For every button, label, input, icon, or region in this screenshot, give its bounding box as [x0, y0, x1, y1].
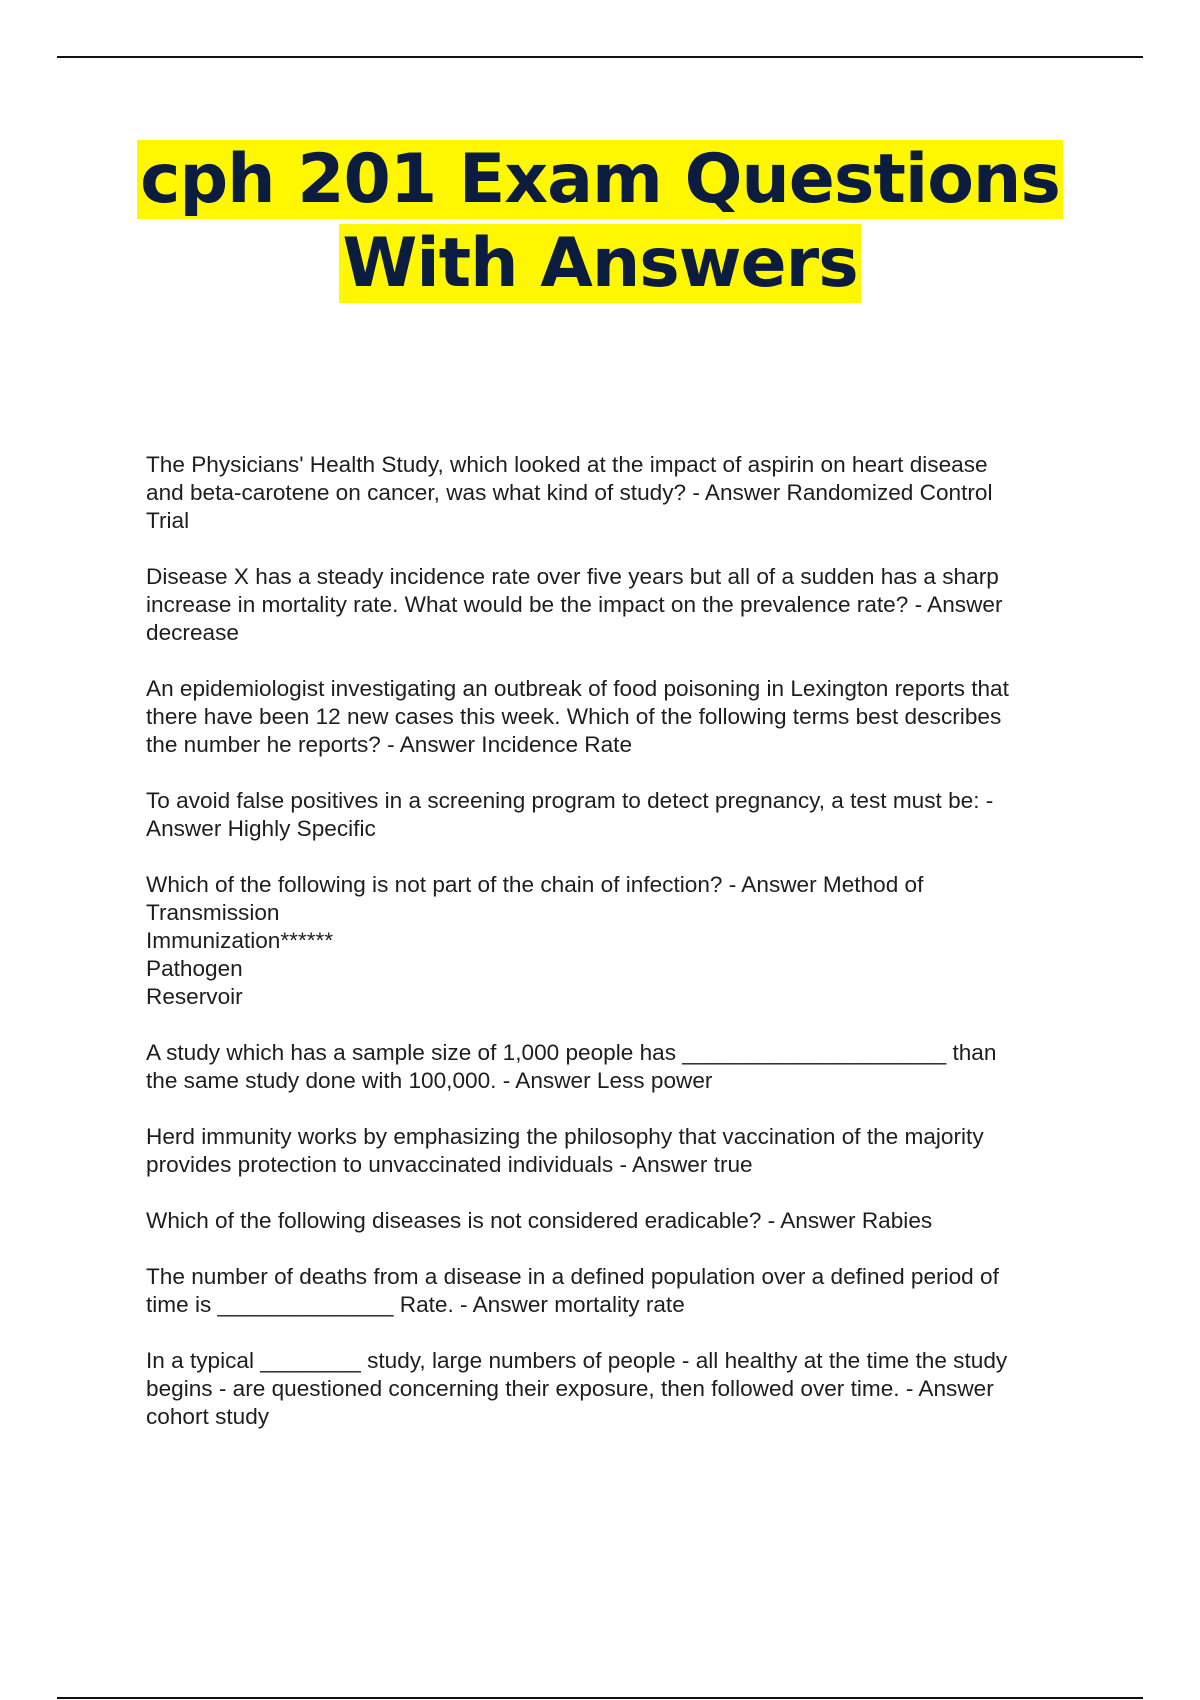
- question-text-line: Trial: [146, 508, 190, 533]
- question-text-line: Which of the following diseases is not considered eradicable? - Answer Rabies: [146, 1208, 933, 1233]
- question-text-line: the same study done with 100,000. - Answer Less power: [146, 1068, 713, 1093]
- question-text-line: The Physicians' Health Study, which looked at the impact of aspirin on heart disease: [146, 452, 988, 477]
- question-text-line: Herd immunity works by emphasizing the philosophy that vaccination of the majority: [146, 1124, 984, 1149]
- question-text-line: Disease X has a steady incidence rate over five years but all of a sudden has a sharp: [146, 564, 999, 589]
- question-text-line: To avoid false positives in a screening program to detect pregnancy, a test must be: -: [146, 788, 994, 813]
- question-text-line: decrease: [146, 620, 239, 645]
- question-text-line: Answer Highly Specific: [146, 816, 376, 841]
- question-text-line: A study which has a sample size of 1,000 people has _____________________ than: [146, 1040, 997, 1065]
- question-answer-item: [146, 451, 1086, 535]
- question-answer-item: [146, 871, 1086, 1011]
- question-answer-item: [146, 563, 1086, 647]
- question-text-line: Transmission: [146, 900, 280, 925]
- question-answer-item: [146, 1123, 1086, 1179]
- question-answer-item: [146, 787, 1086, 843]
- question-text-line: there have been 12 new cases this week. Which of the following terms best describes: [146, 704, 1002, 729]
- header-divider: [57, 56, 1143, 58]
- question-text-line: cohort study: [146, 1404, 270, 1429]
- question-text-line: An epidemiologist investigating an outbreak of food poisoning in Lexington reports that: [146, 676, 1009, 701]
- question-answer-list: [146, 451, 1086, 1459]
- question-text-line: Reservoir: [146, 984, 243, 1009]
- question-answer-item: [146, 675, 1086, 759]
- document-title: [0, 138, 1200, 306]
- question-text-line: begins - are questioned concerning their exposure, then followed over time. - Answer: [146, 1376, 994, 1401]
- question-answer-item: [146, 1207, 1086, 1235]
- footer-divider: [57, 1697, 1143, 1699]
- question-text-line: Immunization******: [146, 928, 334, 953]
- question-text-line: time is ______________ Rate. - Answer mortality rate: [146, 1292, 685, 1317]
- title-line-2: With Answers: [339, 224, 860, 303]
- question-text-line: Pathogen: [146, 956, 243, 981]
- question-text-line: Which of the following is not part of the chain of infection? - Answer Method of: [146, 872, 924, 897]
- question-text-line: The number of deaths from a disease in a defined population over a defined period of: [146, 1264, 999, 1289]
- question-answer-item: [146, 1039, 1086, 1095]
- question-text-line: the number he reports? - Answer Incidence Rate: [146, 732, 633, 757]
- question-text-line: and beta-carotene on cancer, was what kind of study? - Answer Randomized Control: [146, 480, 993, 505]
- title-line-1: cph 201 Exam Questions: [137, 140, 1063, 219]
- question-answer-item: [146, 1263, 1086, 1319]
- question-text-line: In a typical ________ study, large numbers of people - all healthy at the time the study: [146, 1348, 1008, 1373]
- question-text-line: increase in mortality rate. What would be the impact on the prevalence rate? - Answer: [146, 592, 1003, 617]
- question-answer-item: [146, 1347, 1086, 1431]
- question-text-line: provides protection to unvaccinated individuals - Answer true: [146, 1152, 753, 1177]
